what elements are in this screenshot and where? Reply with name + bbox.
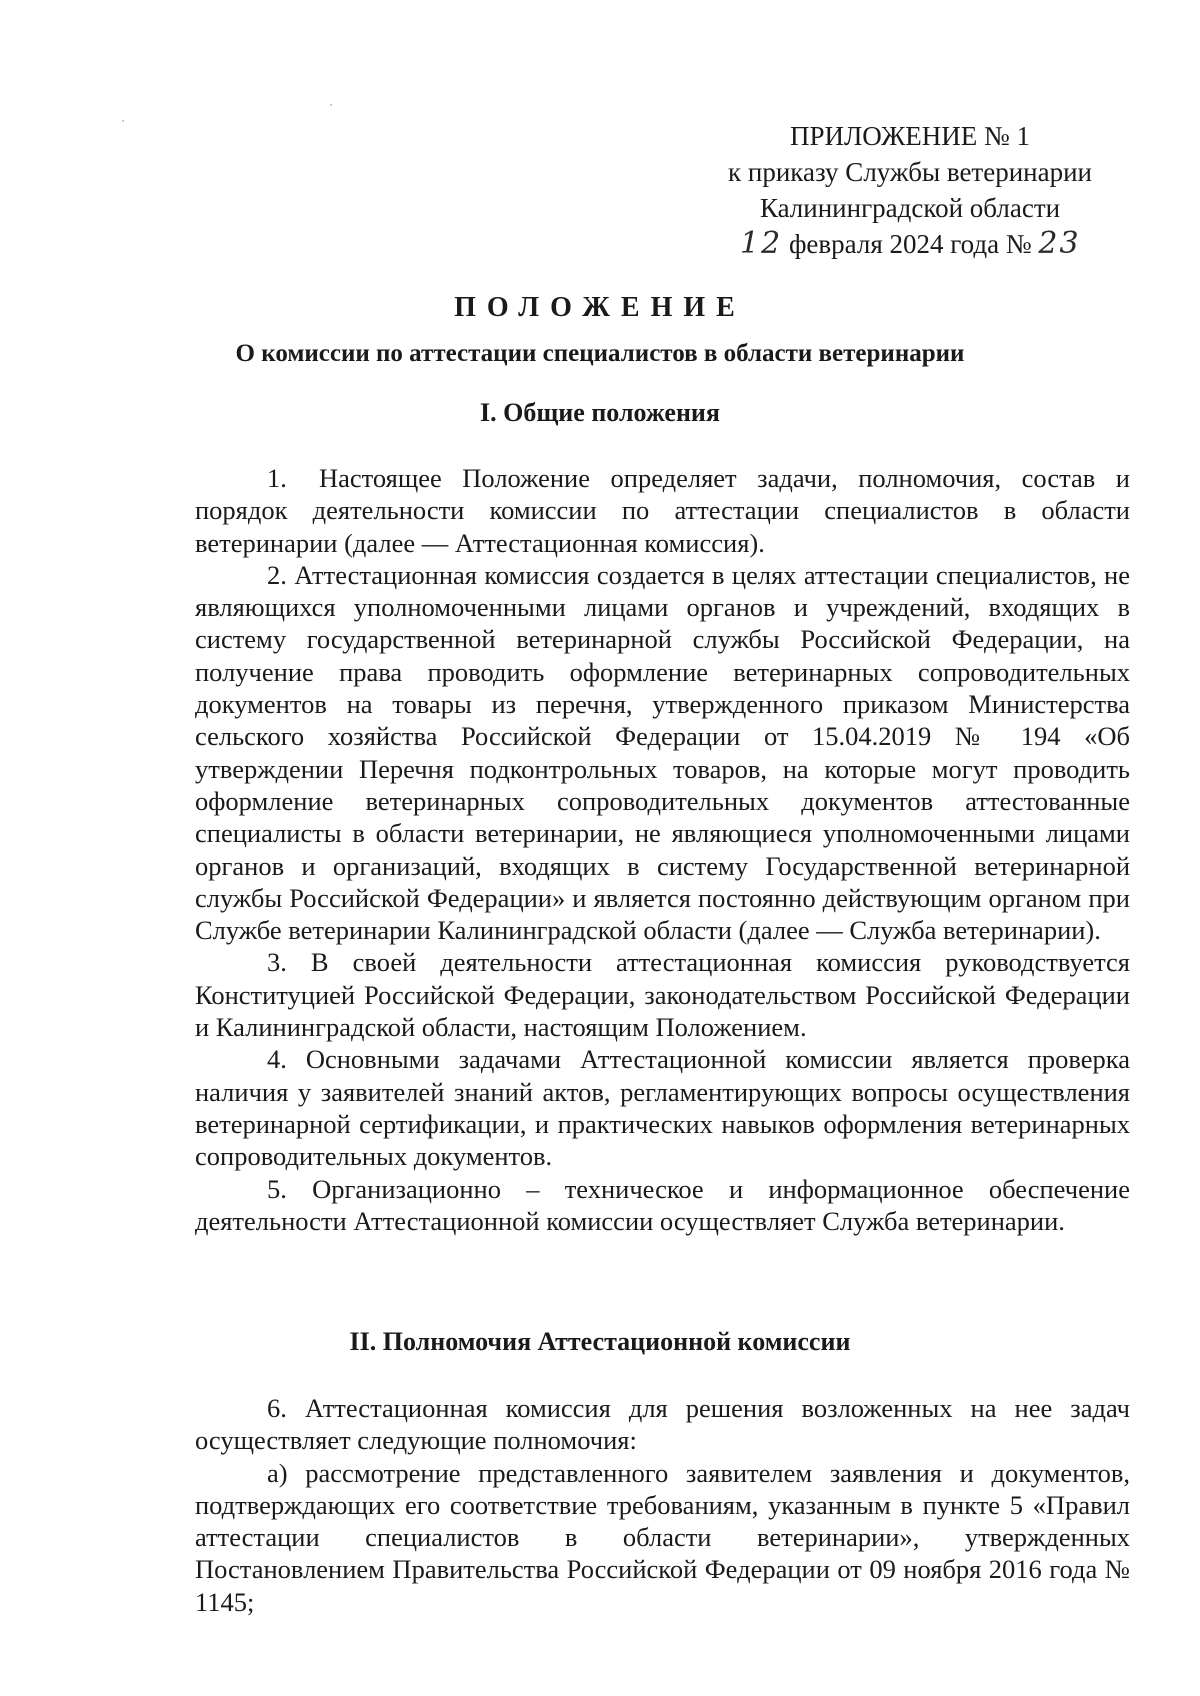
section-powers-body bbox=[195, 1392, 1130, 1618]
handwritten-order-number: 23 bbox=[1038, 226, 1081, 261]
paragraph: 4. Основными задачами Аттестационной комиссии является проверка наличия у заявителей знаний актов, регламентирующих вопросы осуществления ветеринарной сертификации, и практических навыков оформления ветеринарных сопроводительных документов. bbox=[195, 1044, 1130, 1172]
scan-speck bbox=[122, 120, 124, 122]
section-heading-general: I. Общие положения bbox=[480, 398, 720, 427]
scan-speck bbox=[330, 104, 332, 106]
paragraph: 6. Аттестационная комиссия для решения возложенных на нее задач осуществляет следующие полномочия: bbox=[195, 1393, 1130, 1456]
appendix-date-text: февраля 2024 года № bbox=[788, 229, 1032, 259]
appendix-line-1: ПРИЛОЖЕНИЕ № 1 bbox=[789, 121, 1031, 151]
paragraph-text: Настоящее Положение определяет задачи, полномочия, состав и порядок деятельности комиссии по аттестации специалистов в области ветеринарии (далее — Аттестационная комиссия). bbox=[195, 463, 1130, 558]
paragraph: 2. Аттестационная комиссия создается в целях аттестации специалистов, не являющихся уполномоченными лицами органов и учреждений, входящих в систему государственной ветеринарной службы Российской Федерации, на получение права проводить оформление ветеринарных сопроводительных документов на товары из перечня, утвержденного приказом Министерства сельского хозяйства Российской Федерации от 15.04.2019 № 194 «Об утверждении Перечня подконтрольных товаров, на которые могут проводить оформление ветеринарных сопроводительных документов аттестованные специалисты в области ветеринарии, не являющиеся уполномоченными лицами органов и организаций, входящих в систему Государственной ветеринарной службы Российской Федерации» и является постоянно действующим органом при Службе ветеринарии Калининградской области (далее — Служба ветеринарии). bbox=[195, 559, 1130, 946]
appendix-line-3: Калининградской области bbox=[759, 193, 1061, 223]
paragraph: а) рассмотрение представленного заявителем заявления и документов, подтверждающих его соответствие требованиям, указанным в пункте 5 «Правил аттестации специалистов в области ветеринарии», утвержденных Постановлением Правительства Российской Федерации от 09 ноября 2016 года № 1145; bbox=[195, 1457, 1130, 1617]
handwritten-day: 12 bbox=[740, 226, 783, 261]
paragraph: 3. В своей деятельности аттестационная комиссия руководствуется Конституцией Российской Федерации, законодательством Российской Федерации и Калининградской области, настоящим Положением. bbox=[195, 947, 1130, 1043]
document-subtitle: О комиссии по аттестации специалистов в области ветеринарии bbox=[235, 340, 965, 367]
paragraph: 5. Организационно – техническое и информационное обеспечение деятельности Аттестационной комиссии осуществляет Служба ветеринарии. bbox=[195, 1173, 1130, 1236]
section-heading-powers: II. Полномочия Аттестационной комиссии bbox=[349, 1327, 851, 1356]
document-title: ПОЛОЖЕНИЕ bbox=[454, 292, 746, 323]
paragraph bbox=[195, 462, 1130, 559]
section-general-body bbox=[195, 462, 1130, 1237]
appendix-header bbox=[700, 118, 1120, 262]
paragraph-number: 1. bbox=[267, 463, 287, 493]
appendix-date-line bbox=[700, 226, 1120, 262]
appendix-line-2: к приказу Службы ветеринарии bbox=[728, 157, 1092, 187]
